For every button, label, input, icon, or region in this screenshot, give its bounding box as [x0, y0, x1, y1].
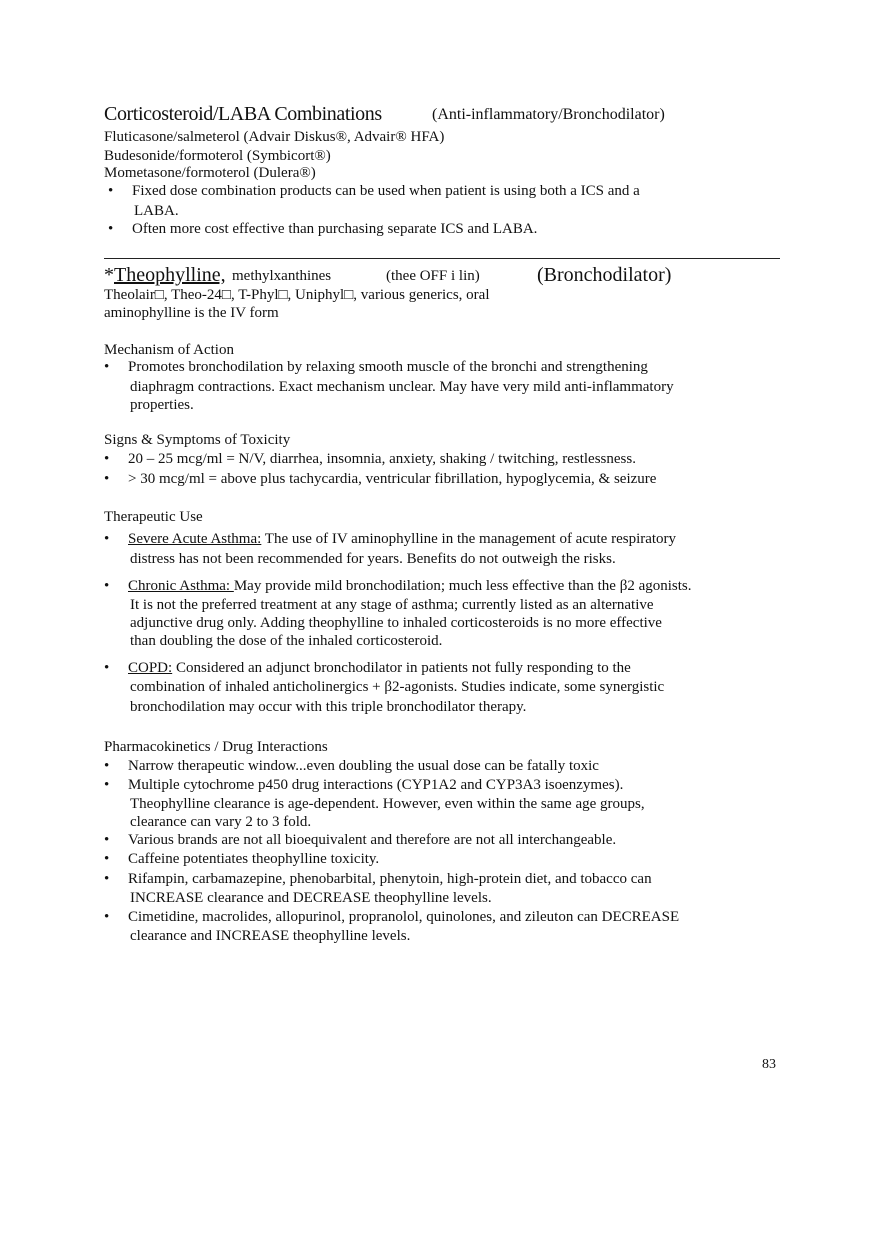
- bullet-icon: •: [104, 359, 110, 375]
- bullet-icon: •: [104, 578, 110, 594]
- bullet-text: Fixed dose combination products can be used when patient is using both a ICS and a: [132, 183, 640, 199]
- bullet-icon: •: [104, 451, 110, 467]
- toxicity-heading: Signs & Symptoms of Toxicity: [104, 432, 291, 448]
- bullet-icon: •: [104, 531, 110, 547]
- pk-item: Caffeine potentiates theophylline toxicity.: [128, 851, 380, 867]
- drug-role: (Bronchodilator): [537, 264, 672, 286]
- therapeutic-heading: Therapeutic Use: [104, 509, 203, 525]
- pk-heading: Pharmacokinetics / Drug Interactions: [104, 739, 328, 755]
- therapeutic-text: Considered an adjunct bronchodilator in patients not fully responding to the: [172, 660, 631, 676]
- bullet-icon: •: [104, 660, 110, 676]
- pk-item: Rifampin, carbamazepine, phenobarbital, phenytoin, high-protein diet, and tobacco can: [128, 871, 652, 887]
- section-divider: [104, 258, 780, 259]
- therapeutic-text: bronchodilation may occur with this triple bronchodilator therapy.: [130, 699, 527, 715]
- therapeutic-text: It is not the preferred treatment at any stage of asthma; currently listed as an alternative: [130, 597, 654, 613]
- bullet-icon: •: [104, 471, 110, 487]
- therapeutic-text: distress has not been recommended for years. Benefits do not outweigh the risks.: [130, 551, 616, 567]
- therapeutic-text: combination of inhaled anticholinergics + β2-agonists. Studies indicate, some synergistic: [130, 679, 665, 695]
- toxicity-item: > 30 mcg/ml = above plus tachycardia, ventricular fibrillation, hypoglycemia, & seizure: [128, 471, 657, 487]
- brand-line: aminophylline is the IV form: [104, 305, 279, 321]
- product-line: Budesonide/formoterol (Symbicort®): [104, 148, 331, 164]
- product-line: Fluticasone/salmeterol (Advair Diskus®, Advair® HFA): [104, 129, 445, 145]
- bullet-icon: •: [104, 758, 110, 774]
- drug-class: methylxanthines: [232, 268, 332, 284]
- bullet-text: LABA.: [134, 203, 179, 219]
- therapeutic-item-chronic: [128, 577, 692, 596]
- bullet-icon: •: [104, 777, 110, 793]
- bullet-icon: •: [108, 221, 114, 237]
- therapeutic-item-severe: [128, 530, 676, 549]
- theophylline-title: Theophylline,: [114, 264, 226, 286]
- bullet-icon: •: [104, 851, 110, 867]
- bullet-icon: •: [104, 871, 110, 887]
- therapeutic-text: adjunctive drug only. Adding theophylline to inhaled corticosteroids is no more effective: [130, 615, 662, 631]
- toxicity-item: 20 – 25 mcg/ml = N/V, diarrhea, insomnia, anxiety, shaking / twitching, restlessness.: [128, 451, 636, 467]
- moa-heading: Mechanism of Action: [104, 342, 234, 358]
- pk-item: Theophylline clearance is age-dependent. However, even within the same age groups,: [130, 796, 645, 812]
- bullet-text: Promotes bronchodilation by relaxing smooth muscle of the bronchi and strengthening: [128, 359, 648, 375]
- pk-item: Multiple cytochrome p450 drug interactions (CYP1A2 and CYP3A3 isoenzymes).: [128, 777, 624, 793]
- therapeutic-text: The use of IV aminophylline in the management of acute respiratory: [261, 531, 677, 547]
- therapeutic-label: Severe Acute Asthma:: [128, 531, 262, 547]
- therapeutic-text: than doubling the dose of the inhaled corticosteroid.: [130, 633, 443, 649]
- theophylline-star: *: [104, 264, 114, 286]
- pronunciation: (thee OFF i lin): [386, 268, 480, 284]
- therapeutic-item-copd: [128, 659, 631, 678]
- therapeutic-text: May provide mild bronchodilation; much less effective than the β2 agonists.: [233, 578, 692, 594]
- pk-item: clearance and INCREASE theophylline levels.: [130, 928, 411, 944]
- pk-item: Narrow therapeutic window...even doubling the usual dose can be fatally toxic: [128, 758, 599, 774]
- brand-line: Theolair□, Theo-24□, T-Phyl□, Uniphyl□, various generics, oral: [104, 287, 490, 303]
- therapeutic-label: COPD:: [128, 660, 173, 676]
- bullet-icon: •: [104, 832, 110, 848]
- bullet-icon: •: [108, 183, 114, 199]
- section1-title: Corticosteroid/LABA Combinations: [104, 103, 382, 125]
- section1-subtitle: (Anti-inflammatory/Bronchodilator): [432, 106, 665, 123]
- pk-item: clearance can vary 2 to 3 fold.: [130, 814, 312, 830]
- bullet-text: Often more cost effective than purchasing separate ICS and LABA.: [132, 221, 538, 237]
- therapeutic-label: Chronic Asthma:: [128, 578, 234, 594]
- pk-item: Cimetidine, macrolides, allopurinol, propranolol, quinolones, and zileuton can DECREASE: [128, 909, 680, 925]
- bullet-icon: •: [104, 909, 110, 925]
- product-line: Mometasone/formoterol (Dulera®): [104, 165, 316, 181]
- bullet-text: diaphragm contractions. Exact mechanism unclear. May have very mild anti-inflammatory: [130, 379, 674, 395]
- pk-item: INCREASE clearance and DECREASE theophylline levels.: [130, 890, 492, 906]
- pk-item: Various brands are not all bioequivalent and therefore are not all interchangeable.: [128, 832, 617, 848]
- page-number: 83: [762, 1057, 776, 1072]
- bullet-text: properties.: [130, 397, 194, 413]
